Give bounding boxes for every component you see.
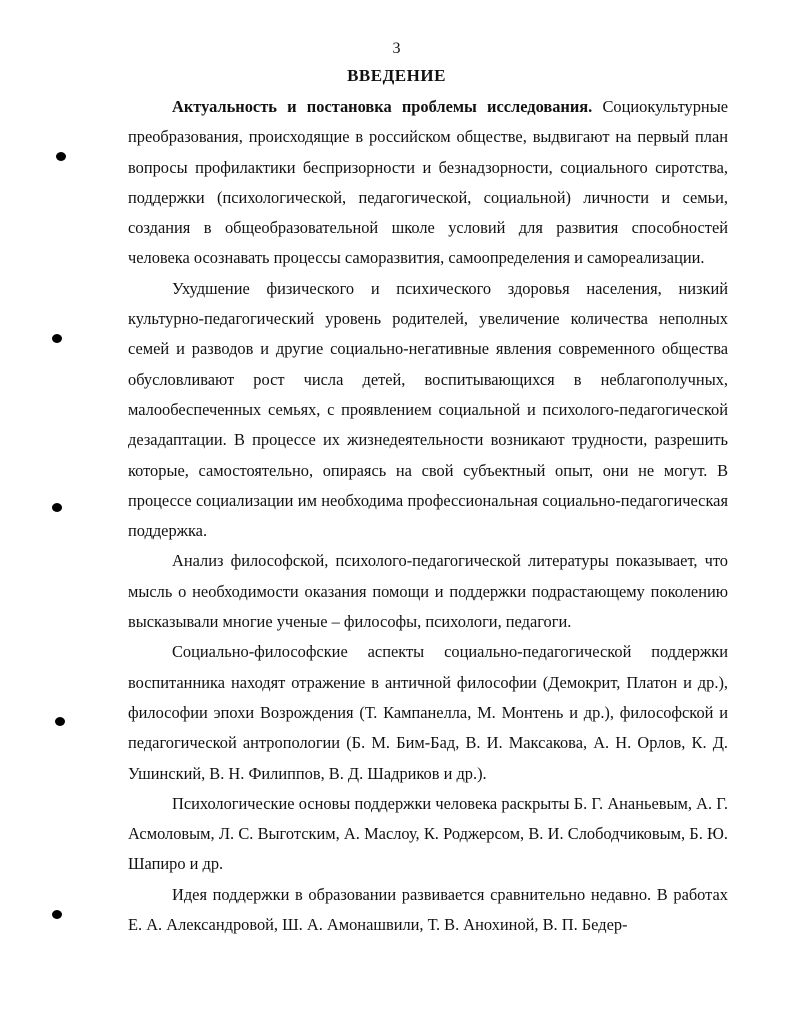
paragraph-4 — [128, 637, 728, 788]
paragraph-text: Психологические основы поддержки человека раскрыты Б. Г. Ананьевым, А. Г. Асмоловым, Л. С. Выготским, А. Маслоу, К. Роджерсом, В. И. Слободчиковым, Б. Ю. Шапиро и др. — [128, 793, 728, 874]
hole-punch-mark — [55, 717, 65, 726]
paragraph-text: Социокультурные преобразования, происходящие в российском обществе, выдвигают на первый план вопросы профилактики беспризорности и безнадзорности, социального сиротства, поддержки (психологической, педагогической, социальной) личности и семьи, создания в общеобразовательной школе условий для развития способностей человека осознавать процессы саморазвития, самоопределения и самореализации. — [128, 97, 728, 268]
hole-punch-mark — [52, 503, 62, 512]
paragraph-3 — [128, 546, 728, 637]
hole-punch-mark — [52, 334, 62, 343]
hole-punch-mark — [52, 910, 62, 919]
paragraph-text: Идея поддержки в образовании развивается сравнительно недавно. В работах Е. А. Александровой, Ш. А. Амонашвили, Т. В. Анохиной, В. П. Бедер- — [128, 884, 728, 935]
paragraph-1 — [128, 92, 728, 274]
paragraph-2 — [128, 274, 728, 547]
document-body — [128, 92, 728, 940]
paragraph-text: Социально-философские аспекты социально-педагогической поддержки воспитанника находят отражение в античной философии (Демокрит, Платон и др.), философии эпохи Возрождения (Т. Кампанелла, М. Монтень и др.), философской и педагогической антропологии (Б. М. Бим-Бад, В. И. Максакова, А. Н. Орлов, К. Д. Ушинский, В. Н. Филиппов, В. Д. Шадриков и др.). — [128, 642, 728, 783]
paragraph-text: Ухудшение физического и психического здоровья населения, низкий культурно-педагогический уровень родителей, увеличение количества неполных семей и разводов и другие социально-негативные явления современного общества обусловливают рост числа детей, воспитывающихся в неблагополучных, малообеспеченных семьях, с проявлением социальной и психолого-педагогической дезадаптации. В процессе их жизнедеятельности возникают трудности, разрешить которые, самостоятельно, опираясь на свой субъектный опыт, они не могут. В процессе социализации им необходима профессиональная социально-педагогическая поддержка. — [128, 278, 728, 541]
paragraph-6 — [128, 880, 728, 941]
hole-punch-mark — [56, 152, 66, 161]
page-title: ВВЕДЕНИЕ — [347, 66, 446, 85]
paragraph-text: Анализ философской, психолого-педагогической литературы показывает, что мысль о необходимости оказания помощи и поддержки подрастающему поколению высказывали многие ученые – философы, психологи, педагоги. — [128, 551, 728, 632]
paragraph-5 — [128, 789, 728, 880]
paragraph-lead: Актуальность и постановка проблемы исследования. — [172, 97, 593, 116]
page-number: 3 — [392, 40, 401, 57]
